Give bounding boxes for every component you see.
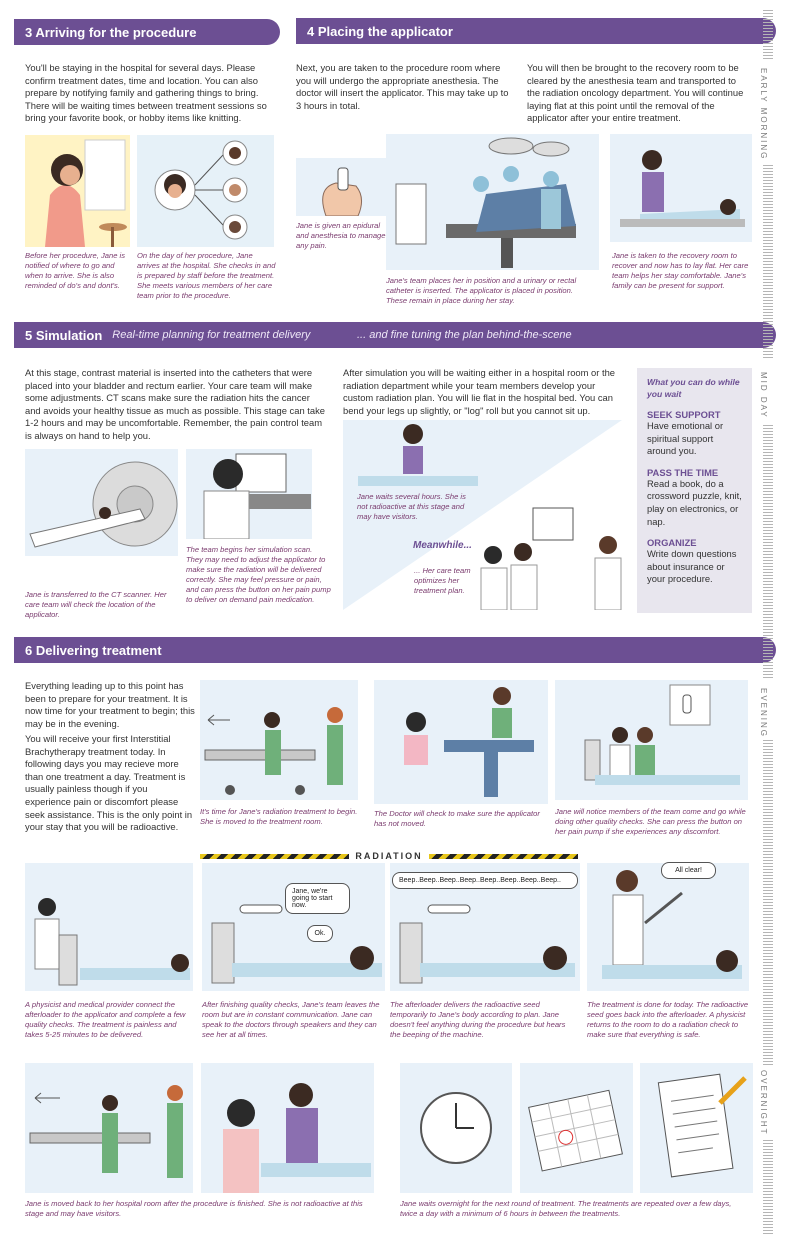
radiation-label: RADIATION	[355, 851, 423, 861]
moved-to-treatment-room-illustration	[200, 680, 358, 800]
side-label-evening: EVENING	[759, 688, 768, 739]
care-team-intro-illustration	[137, 135, 274, 247]
meanwhile-label: Meanwhile...	[413, 540, 472, 551]
section-5-caption-3: Jane waits several hours. She is not radioactive at this stage and may have visitors.	[357, 492, 466, 521]
section-5-header	[14, 322, 776, 348]
radiation-stripe-left	[200, 854, 349, 859]
simulation-scan-illustration	[186, 449, 312, 539]
section-5-body-1: At this stage, contrast material is inserted into the catheters that were placed into your bladder and rectum earlier. Your care team will make some adjustments. CT scans make sure the radiation hits the cancer and avoids your healthy tissue as much as possible. This stage can take 1-2 hours and may be uncomfortable. Remember, the pain control team is always on hand to help you.	[25, 367, 325, 441]
section-5-title: 5 Simulation	[25, 327, 103, 343]
tip-heading-2: PASS THE TIME	[647, 466, 719, 478]
section-3-caption-1: Before her procedure, Jane is notified of where to go and when to arrive. She is also reminded of do's and dont's.	[25, 251, 126, 290]
timeline-ticks-early-bottom	[763, 165, 773, 360]
section-6-caption-4: A physicist and medical provider connect the afterloader to the applicator and complete a few quality checks. The treatment is painless and takes 5-25 minutes to be delivered.	[25, 1000, 186, 1039]
section-4-caption-1: Jane is given an epidural and anesthesia to manage any pain.	[296, 221, 386, 250]
section-5-caption-4: ... Her care team optimizes her treatment plan.	[414, 566, 471, 595]
timeline-ticks-evening	[763, 740, 773, 1065]
section-6-caption-3: Jane will notice members of the team come and go while doing other quality checks. She can press the button on her pain pump if she experiences any discomfort.	[555, 807, 746, 836]
section-4-body-1: Next, you are taken to the procedure room where you will undergo the appropriate anesthesia. The doctor will insert the applicator. This may take up to 3 hours in total.	[296, 62, 509, 111]
side-label-overnight: OVERNIGHT	[759, 1070, 768, 1136]
section-6-header	[14, 637, 776, 663]
visitors-illustration	[201, 1063, 374, 1193]
section-5-caption-1: Jane is transferred to the CT scanner. Her care team will check the location of the applicator.	[25, 590, 167, 619]
section-6-caption-7: The treatment is done for today. The radioactive seed goes back into the afterloader. A physicist returns to the room to do a radiation check to make sure that everything is safe.	[587, 1000, 749, 1039]
radiation-stripe-right	[429, 854, 578, 859]
afterloader-connect-illustration	[25, 863, 193, 991]
section-6-body-2: You will receive your first Interstitial Brachytherapy treatment today. In following days you may recieve more than one treatment a day. Treatment is usually painless though if you experience pain or discomfort please seek assistance. This is the only point in your stay that you will be radioactive.	[25, 733, 193, 833]
tip-heading-1: SEEK SUPPORT	[647, 409, 721, 420]
section-4-caption-2: Jane's team places her in position and a urinary or rectal catheter is inserted. The applicator is placed in position. These remain in place during her stay.	[386, 276, 577, 305]
questions-list-illustration	[640, 1063, 753, 1193]
clock-illustration	[400, 1063, 512, 1193]
section-6-caption-6: The afterloader delivers the radioactive seed temporarily to Jane's body according to plan. Jane doesn't feel anything during the procedure but hears the beeping of the machine.	[390, 1000, 566, 1039]
calendar-illustration	[520, 1063, 633, 1193]
speech-bubble-start: Jane, we're going to start now.	[285, 883, 350, 914]
timeline-ticks-overnight	[763, 1140, 773, 1235]
all-clear-check-illustration	[587, 863, 749, 991]
section-3-caption-2: On the day of her procedure, Jane arrives at the hospital. She checks in and is prepared by staff before the treatment. She meets various members of her care team prior to the procedure.	[137, 251, 276, 300]
section-6-body-1: Everything leading up to this point has been to prepare for your treatment. It is now time for your treatment to begin; this may be in the evening.	[25, 680, 195, 729]
section-6-caption-1: It's time for Jane's radiation treatment to begin. She is moved to the treatment room.	[200, 807, 358, 826]
section-6-caption-2: The Doctor will check to make sure the applicator has not moved.	[374, 809, 540, 828]
timeline-ticks-mid	[763, 425, 773, 680]
section-4-caption-3: Jane is taken to the recovery room to recover and now has to lay flat. Her care team helps her stay comfortable. Jane's family can be present for support.	[612, 251, 749, 290]
speech-bubble-beep: Beep..Beep..Beep..Beep..Beep..Beep..Beep..Beep..	[392, 872, 578, 889]
section-3-header	[14, 19, 280, 45]
return-to-room-illustration	[25, 1063, 193, 1193]
tip-text-2: Read a book, do a crossword puzzle, knit, play on electronics, or nap.	[647, 477, 742, 527]
doctor-check-illustration	[374, 680, 548, 804]
section-5-body-2: After simulation you will be waiting either in a hospital room or the radiation department while your team members develop your custom radiation plan. You will lie flat in the hospital bed. You can bend your legs up slightly, or "log" roll but you cannot sit up.	[343, 367, 616, 416]
side-label-mid-day: MID DAY	[759, 372, 768, 419]
side-label-early-morning: EARLY MORNING	[759, 68, 768, 161]
tip-text-1: Have emotional or spiritual support around you.	[647, 420, 724, 457]
section-4-body-2: You will then be brought to the recovery room to be cleared by the anesthesia team and transported to the radiation oncology department. You will continue laying flat at this point until the removal of the applicator after your entire treatment.	[527, 62, 744, 124]
section-5-caption-2: The team begins her simulation scan. They may need to adjust the applicator to make sure the radiation will be delivered correctly. She may feel pressure or pain, and can press the button on her pain pump to deliver on demand pain medication.	[186, 545, 331, 604]
section-3-body: You'll be staying in the hospital for several days. Please confirm treatment dates, time and location. You can also prepare by notifying family and gathering things to bring. There will be waiting times between treatment sessions so bring your favorite book, or hobby items like knitting.	[25, 62, 267, 124]
section-6-caption-8: Jane is moved back to her hospital room after the procedure is finished. She is not radioactive at this stage and may have visitors.	[25, 1199, 363, 1218]
timeline-ticks-early-top	[763, 10, 773, 60]
recovery-room-illustration	[610, 134, 752, 242]
phone-call-illustration	[25, 135, 130, 247]
tip-text-3: Write down questions about insurance or your procedure.	[647, 548, 737, 585]
section-4-title: 4 Placing the applicator	[307, 23, 453, 39]
procedure-room-illustration	[386, 134, 599, 270]
section-5-subtitle-2: ... and fine tuning the plan behind-the-scene	[357, 329, 572, 341]
speech-bubble-all-clear: All clear!	[661, 862, 716, 879]
section-4-header	[296, 18, 776, 44]
epidural-illustration	[296, 158, 388, 216]
section-5-subtitle: Real-time planning for treatment delivery	[112, 329, 311, 341]
ct-scanner-illustration	[25, 449, 178, 556]
speech-bubble-ok: Ok.	[307, 925, 333, 942]
section-6-caption-9: Jane waits overnight for the next round of treatment. The treatments are repeated over a few days, twice a day with a minimum of 6 hours in between the treatments.	[400, 1199, 732, 1218]
section-6-title: 6 Delivering treatment	[25, 642, 162, 658]
section-3-title: 3 Arriving for the procedure	[25, 24, 197, 40]
waiting-tips-panel	[637, 368, 752, 613]
radiation-banner	[200, 851, 578, 861]
tip-heading-3: ORGANIZE	[647, 537, 697, 549]
quality-checks-illustration	[555, 680, 748, 800]
section-6-caption-5: After finishing quality checks, Jane's team leaves the room but are in constant communication. Jane can speak to the doctors through speakers and they can see her at all times.	[202, 1000, 380, 1039]
waiting-tips-title: What you can do while you wait	[647, 377, 740, 399]
